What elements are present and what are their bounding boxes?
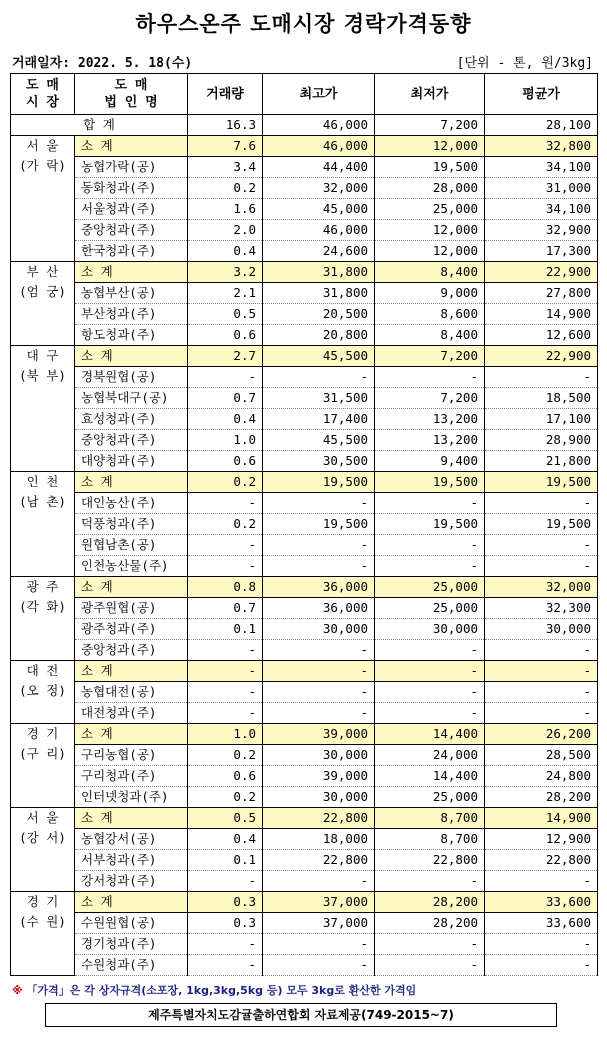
corp-name: 농협강서(공) [75,829,188,850]
volume-cell: - [188,556,263,577]
max-price-cell: - [263,535,375,556]
avg-price-cell: 12,600 [485,325,598,346]
volume-cell: - [188,934,263,955]
corp-name: 경기청과(주) [75,934,188,955]
corp-name: 대양청과(주) [75,451,188,472]
avg-price-cell: 27,800 [485,283,598,304]
corp-name: 한국청과(주) [75,241,188,262]
min-price-cell: - [375,556,485,577]
table-row [11,829,598,850]
table-row [11,451,598,472]
table-row [11,325,598,346]
table-row [11,409,598,430]
volume-cell: 0.8 [188,577,263,598]
corp-name: 인터넷청과(주) [75,787,188,808]
avg-price-cell: - [485,955,598,976]
min-price-cell: 7,200 [375,346,485,367]
data-source: 제주특별자치도감귤출하연합회 자료제공(749-2015~7) [45,1003,557,1027]
volume-cell: 0.6 [188,451,263,472]
min-price-cell: 24,000 [375,745,485,766]
min-price-cell: 8,700 [375,829,485,850]
max-price-cell: - [263,934,375,955]
avg-price-cell: 22,800 [485,850,598,871]
min-price-cell: 14,400 [375,766,485,787]
table-row [11,178,598,199]
corp-name: 소 계 [75,808,188,829]
min-price-cell: 12,000 [375,220,485,241]
page-title: 하우스온주 도매시장 경락가격동향 [135,12,472,36]
max-price-cell: 39,000 [263,766,375,787]
min-price-cell: 25,000 [375,199,485,220]
table-row [11,304,598,325]
volume-cell: 3.4 [188,157,263,178]
market-name: 광 주 (각 화) [11,577,75,661]
volume-cell: - [188,955,263,976]
corp-name: 소 계 [75,346,188,367]
avg-price-cell: - [485,661,598,682]
corp-name: 소 계 [75,472,188,493]
max-price-cell: 17,400 [263,409,375,430]
volume-cell: 0.4 [188,829,263,850]
subtotal-row [11,724,598,745]
volume-cell: 2.1 [188,283,263,304]
min-price-cell: 12,000 [375,241,485,262]
corp-name: 농협부산(공) [75,283,188,304]
min-price-cell: 14,400 [375,724,485,745]
min-price-cell: 13,200 [375,430,485,451]
total-row [11,115,598,136]
corp-name: 항도청과(주) [75,325,188,346]
note-mark: ※ [12,984,23,997]
min-price-cell: - [375,367,485,388]
min-price-cell: - [375,955,485,976]
max-price-cell: 20,500 [263,304,375,325]
header-max: 최고가 [263,74,375,115]
unit-label: [단위 - 톤, 원/3kg] [456,56,593,71]
total-label: 합 계 [11,115,188,136]
volume-cell: 0.4 [188,409,263,430]
max-price-cell: 30,000 [263,619,375,640]
min-price-cell: - [375,493,485,514]
max-price-cell: 19,500 [263,514,375,535]
max-price-cell: - [263,640,375,661]
volume-cell: 0.7 [188,598,263,619]
price-table [10,73,598,976]
avg-price-cell: 31,000 [485,178,598,199]
avg-price-cell: 26,200 [485,724,598,745]
volume-cell: 0.3 [188,892,263,913]
avg-price-cell: 12,900 [485,829,598,850]
subtotal-row [11,472,598,493]
min-price-cell: 22,800 [375,850,485,871]
max-price-cell: - [263,661,375,682]
corp-name: 구리청과(주) [75,766,188,787]
avg-price-cell: 21,800 [485,451,598,472]
corp-name: 광주청과(주) [75,619,188,640]
volume-cell: 0.2 [188,787,263,808]
corp-name: 인천농산물(주) [75,556,188,577]
volume-cell: - [188,871,263,892]
avg-price-cell: 32,000 [485,577,598,598]
table-row [11,787,598,808]
corp-name: 강서청과(주) [75,871,188,892]
min-price-cell: 12,000 [375,136,485,157]
max-price-cell: 18,000 [263,829,375,850]
min-price-cell: 8,400 [375,262,485,283]
corp-name: 수원원협(공) [75,913,188,934]
subtotal-row [11,661,598,682]
max-price-cell: 22,800 [263,808,375,829]
max-price-cell: 46,000 [263,220,375,241]
max-price-cell: 37,000 [263,892,375,913]
avg-price-cell: 17,300 [485,241,598,262]
avg-price-cell: - [485,556,598,577]
corp-name: 대인농산(주) [75,493,188,514]
avg-price-cell: 14,900 [485,808,598,829]
corp-name: 소 계 [75,892,188,913]
market-name: 경 기 (수 원) [11,892,75,976]
min-price-cell: 28,200 [375,913,485,934]
avg-price-cell: 17,100 [485,409,598,430]
table-row [11,556,598,577]
corp-name: 대전청과(주) [75,703,188,724]
max-price-cell: - [263,556,375,577]
max-price-cell: - [263,682,375,703]
table-row [11,871,598,892]
max-price-cell: 19,500 [263,472,375,493]
volume-cell: 0.2 [188,745,263,766]
corp-name: 소 계 [75,724,188,745]
max-price-cell: 44,400 [263,157,375,178]
market-name: 서 울 (강 서) [11,808,75,892]
max-price-cell: 31,800 [263,262,375,283]
max-price-cell: 45,000 [263,199,375,220]
volume-cell: 2.7 [188,346,263,367]
max-price-cell: 31,500 [263,388,375,409]
min-price-cell: 19,500 [375,472,485,493]
volume-cell: 2.0 [188,220,263,241]
avg-price-cell: - [485,934,598,955]
volume-cell: - [188,640,263,661]
min-price-cell: - [375,871,485,892]
header-volume: 거래량 [188,74,263,115]
avg-price-cell: 33,600 [485,913,598,934]
note-text: 「가격」은 각 상자규격(소포장, 1kg,3kg,5kg 등) 모두 3kg로 환산한 가격임 [26,984,417,997]
avg-price-cell: - [485,703,598,724]
min-price-cell: - [375,535,485,556]
header-avg: 평균가 [485,74,598,115]
header-row [11,74,598,115]
max-price-cell: - [263,493,375,514]
avg-price-cell: - [485,640,598,661]
max-price-cell: 31,800 [263,283,375,304]
avg-price-cell: 34,100 [485,157,598,178]
table-row [11,745,598,766]
volume-cell: 1.0 [188,430,263,451]
min-price-cell: 19,500 [375,157,485,178]
trade-date: 거래일자: 2022. 5. 18(수) [12,56,193,71]
market-name: 경 기 (구 리) [11,724,75,808]
volume-cell: 0.1 [188,619,263,640]
max-price-cell: 46,000 [263,136,375,157]
avg-price-cell: 14,900 [485,304,598,325]
max-price-cell: - [263,367,375,388]
volume-cell: 0.6 [188,766,263,787]
avg-price-cell: 30,000 [485,619,598,640]
corp-name: 광주원협(공) [75,598,188,619]
max-price-cell: 30,000 [263,745,375,766]
avg-price-cell: - [485,871,598,892]
min-price-cell: 9,400 [375,451,485,472]
max-price-cell: 20,800 [263,325,375,346]
corp-name: 소 계 [75,136,188,157]
header-min: 최저가 [375,74,485,115]
table-row [11,535,598,556]
max-price-cell: 37,000 [263,913,375,934]
volume-cell: 0.5 [188,304,263,325]
market-name: 서 울 (가 락) [11,136,75,262]
market-name: 대 구 (북 부) [11,346,75,472]
avg-price-cell: 34,100 [485,199,598,220]
max-price-cell: 32,000 [263,178,375,199]
table-row [11,241,598,262]
table-row [11,220,598,241]
volume-cell: - [188,661,263,682]
volume-cell: 0.5 [188,808,263,829]
total-volume: 16.3 [188,115,263,136]
corp-name: 동화청과(주) [75,178,188,199]
corp-name: 농협대전(공) [75,682,188,703]
min-price-cell: - [375,934,485,955]
volume-cell: 0.4 [188,241,263,262]
volume-cell: - [188,703,263,724]
table-row [11,157,598,178]
volume-cell: 1.0 [188,724,263,745]
corp-name: 중앙청과(주) [75,640,188,661]
corp-name: 수원청과(주) [75,955,188,976]
corp-name: 농협가락(공) [75,157,188,178]
avg-price-cell: 28,500 [485,745,598,766]
total-min: 7,200 [375,115,485,136]
avg-price-cell: 32,800 [485,136,598,157]
avg-price-cell: 19,500 [485,472,598,493]
min-price-cell: - [375,640,485,661]
min-price-cell: 28,000 [375,178,485,199]
avg-price-cell: 28,200 [485,787,598,808]
volume-cell: 0.1 [188,850,263,871]
avg-price-cell: 18,500 [485,388,598,409]
table-row [11,283,598,304]
volume-cell: 0.3 [188,913,263,934]
max-price-cell: 30,500 [263,451,375,472]
volume-cell: 0.6 [188,325,263,346]
min-price-cell: - [375,661,485,682]
volume-cell: - [188,493,263,514]
corp-name: 서울청과(주) [75,199,188,220]
avg-price-cell: 32,900 [485,220,598,241]
max-price-cell: 24,600 [263,241,375,262]
min-price-cell: 25,000 [375,787,485,808]
table-row [11,955,598,976]
corp-name: 중앙청과(주) [75,220,188,241]
table-row [11,640,598,661]
avg-price-cell: 28,900 [485,430,598,451]
corp-name: 부산청과(주) [75,304,188,325]
avg-price-cell: 22,900 [485,262,598,283]
min-price-cell: 7,200 [375,388,485,409]
table-row [11,388,598,409]
min-price-cell: 9,000 [375,283,485,304]
total-max: 46,000 [263,115,375,136]
max-price-cell: 30,000 [263,787,375,808]
min-price-cell: 8,400 [375,325,485,346]
table-row [11,619,598,640]
corp-name: 효성청과(주) [75,409,188,430]
max-price-cell: 45,500 [263,430,375,451]
min-price-cell: 25,000 [375,598,485,619]
min-price-cell: - [375,682,485,703]
corp-name: 소 계 [75,661,188,682]
corp-name: 소 계 [75,577,188,598]
volume-cell: 0.2 [188,514,263,535]
corp-name: 소 계 [75,262,188,283]
corp-name: 중앙청과(주) [75,430,188,451]
volume-cell: 0.2 [188,472,263,493]
table-row [11,514,598,535]
corp-name: 구리농협(공) [75,745,188,766]
corp-name: 덕풍청과(주) [75,514,188,535]
header-market: 도 매 시 장 [11,74,75,115]
market-name: 대 전 (오 정) [11,661,75,724]
table-row [11,934,598,955]
subtotal-row [11,136,598,157]
min-price-cell: 30,000 [375,619,485,640]
avg-price-cell: - [485,493,598,514]
volume-cell: - [188,682,263,703]
table-row [11,367,598,388]
volume-cell: - [188,367,263,388]
corp-name: 경북원협(공) [75,367,188,388]
subtotal-row [11,892,598,913]
volume-cell: 7.6 [188,136,263,157]
volume-cell: 0.2 [188,178,263,199]
avg-price-cell: - [485,682,598,703]
market-name: 인 천 (남 촌) [11,472,75,577]
avg-price-cell: 19,500 [485,514,598,535]
market-name: 부 산 (엄 궁) [11,262,75,346]
table-row [11,682,598,703]
max-price-cell: 45,500 [263,346,375,367]
max-price-cell: 39,000 [263,724,375,745]
avg-price-cell: 33,600 [485,892,598,913]
max-price-cell: 36,000 [263,577,375,598]
table-row [11,703,598,724]
table-row [11,199,598,220]
min-price-cell: - [375,703,485,724]
max-price-cell: 36,000 [263,598,375,619]
table-row [11,913,598,934]
table-row [11,766,598,787]
subtotal-row [11,346,598,367]
min-price-cell: 13,200 [375,409,485,430]
total-avg: 28,100 [485,115,598,136]
volume-cell: - [188,535,263,556]
volume-cell: 0.7 [188,388,263,409]
table-row [11,598,598,619]
subtotal-row [11,262,598,283]
avg-price-cell: 32,300 [485,598,598,619]
min-price-cell: 8,600 [375,304,485,325]
max-price-cell: - [263,955,375,976]
price-note [12,982,416,998]
max-price-cell: 22,800 [263,850,375,871]
corp-name: 서부청과(주) [75,850,188,871]
corp-name: 농협북대구(공) [75,388,188,409]
avg-price-cell: 22,900 [485,346,598,367]
table-row [11,430,598,451]
min-price-cell: 25,000 [375,577,485,598]
max-price-cell: - [263,871,375,892]
avg-price-cell: - [485,535,598,556]
min-price-cell: 8,700 [375,808,485,829]
max-price-cell: - [263,703,375,724]
subtotal-row [11,808,598,829]
corp-name: 원협남촌(공) [75,535,188,556]
min-price-cell: 19,500 [375,514,485,535]
table-row [11,493,598,514]
subtotal-row [11,577,598,598]
header-corp: 도 매 법 인 명 [75,74,188,115]
volume-cell: 3.2 [188,262,263,283]
table-row [11,850,598,871]
min-price-cell: 28,200 [375,892,485,913]
avg-price-cell: - [485,367,598,388]
volume-cell: 1.6 [188,199,263,220]
avg-price-cell: 24,800 [485,766,598,787]
